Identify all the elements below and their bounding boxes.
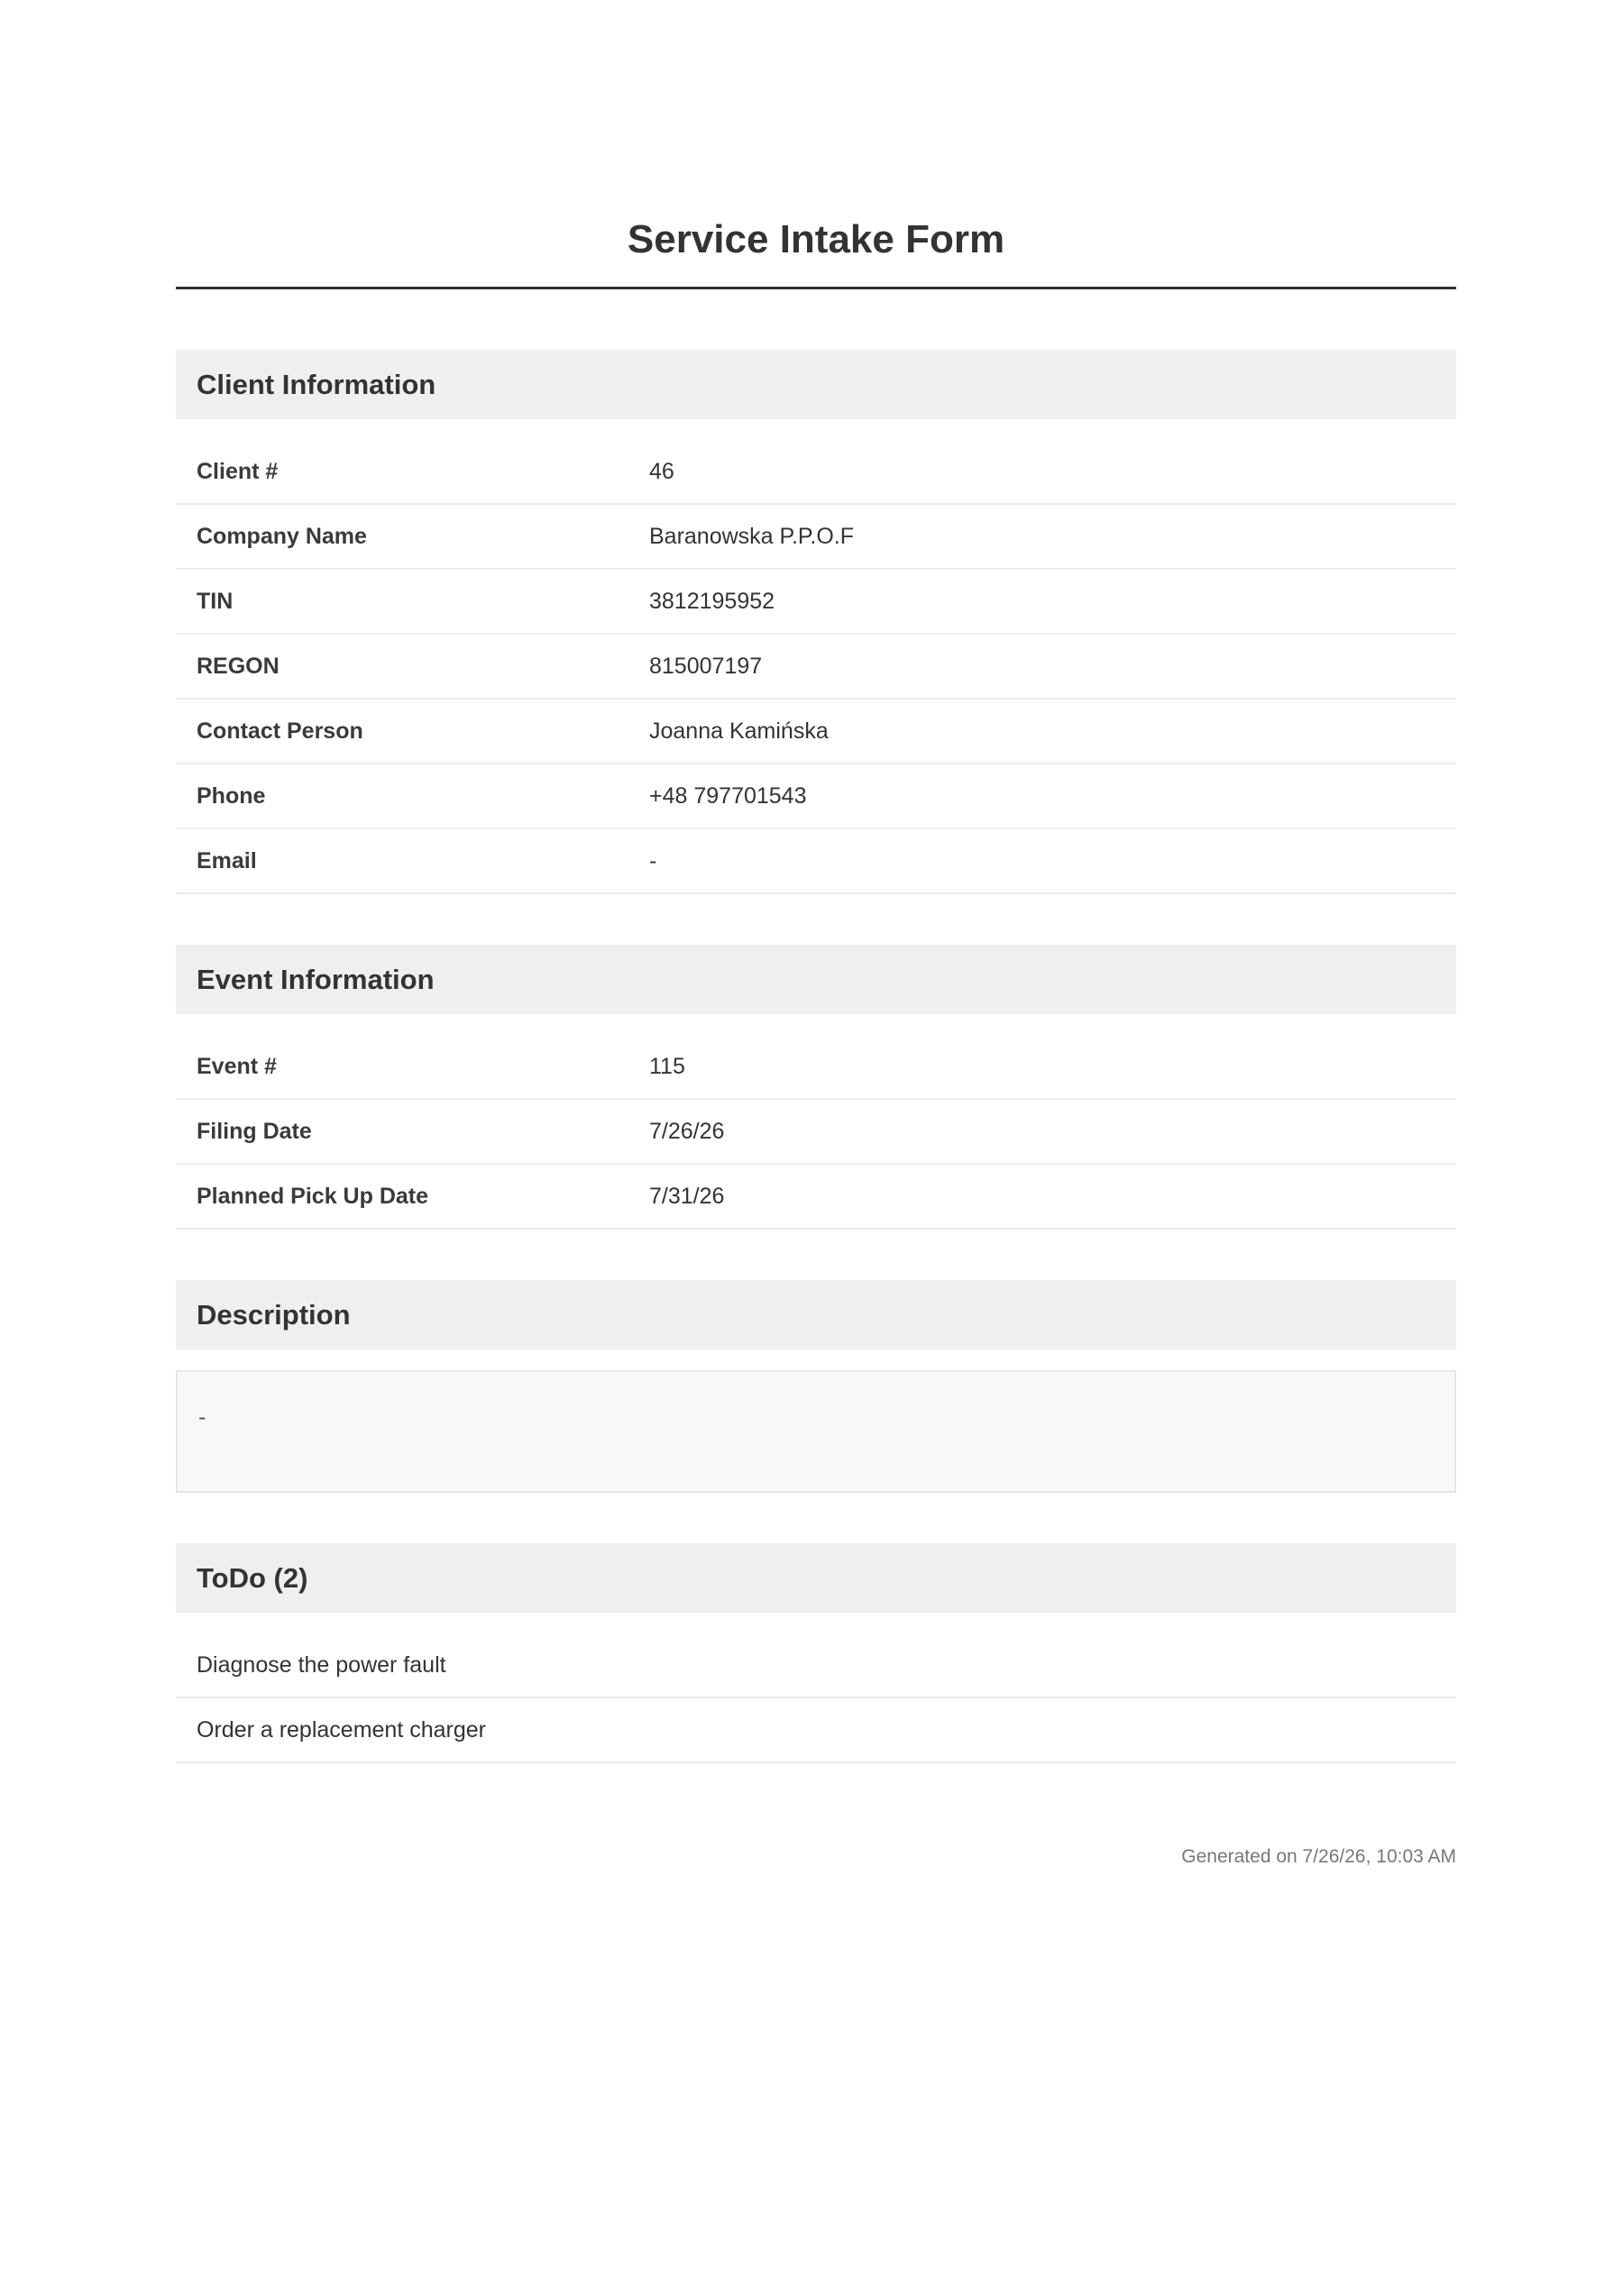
field-label: Phone — [197, 782, 266, 809]
field-value: 115 — [649, 1053, 685, 1079]
field-value: - — [649, 847, 657, 874]
field-row-event-number — [176, 1035, 1456, 1100]
description-box — [176, 1370, 1456, 1493]
description-heading: Description — [176, 1280, 1456, 1349]
field-value: 3812195952 — [649, 588, 775, 614]
field-label: TIN — [197, 588, 234, 614]
field-row-contact-person — [176, 700, 1456, 764]
field-value: 815007197 — [649, 653, 763, 679]
client-information-table — [176, 440, 1456, 894]
field-label: Email — [197, 847, 257, 874]
page-title: Service Intake Form — [627, 217, 1005, 261]
event-information-table — [176, 1035, 1456, 1230]
field-row-email — [176, 829, 1456, 894]
title-divider — [176, 287, 1456, 289]
field-row-filing-date — [176, 1100, 1456, 1165]
field-value: +48 797701543 — [649, 782, 807, 809]
field-row-client-number — [176, 440, 1456, 505]
field-row-company-name — [176, 505, 1456, 570]
todo-heading: ToDo (2) — [176, 1543, 1456, 1613]
event-information-heading: Event Information — [176, 945, 1456, 1014]
field-value: Joanna Kamińska — [649, 718, 829, 744]
field-row-planned-pick-up-date — [176, 1165, 1456, 1230]
field-value: 46 — [649, 458, 674, 484]
field-row-regon — [176, 635, 1456, 700]
field-label: Filing Date — [197, 1118, 312, 1144]
todo-item: Order a replacement charger — [176, 1698, 1456, 1763]
field-row-tin — [176, 570, 1456, 635]
todo-list — [176, 1633, 1456, 1763]
field-row-phone — [176, 764, 1456, 829]
field-value: Baranowska P.P.O.F — [649, 523, 854, 549]
field-label: Client # — [197, 458, 279, 484]
description-text: - — [198, 1404, 206, 1430]
field-value: 7/31/26 — [649, 1183, 725, 1209]
form-content — [176, 0, 1456, 1868]
generated-timestamp: Generated on 7/26/26, 10:03 AM — [1181, 1846, 1456, 1867]
todo-item: Diagnose the power fault — [176, 1633, 1456, 1698]
field-label: Planned Pick Up Date — [197, 1183, 429, 1209]
client-information-heading: Client Information — [176, 350, 1456, 419]
field-label: Event # — [197, 1053, 277, 1079]
field-label: Contact Person — [197, 718, 363, 744]
field-value: 7/26/26 — [649, 1118, 725, 1144]
field-label: Company Name — [197, 523, 367, 549]
field-label: REGON — [197, 653, 280, 679]
